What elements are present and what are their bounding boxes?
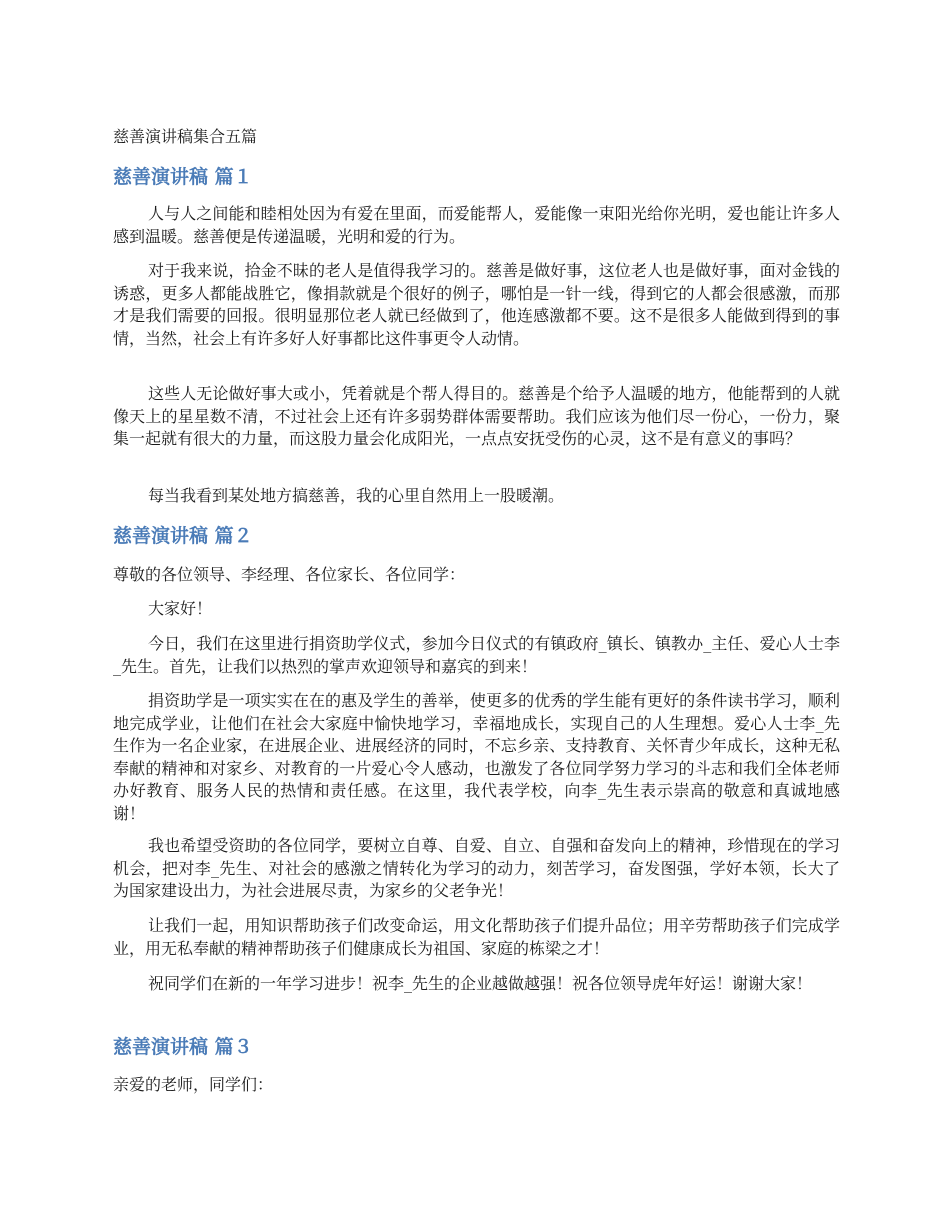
greeting: 大家好！ bbox=[148, 599, 213, 618]
salutation: 尊敬的各位领导、李经理、各位家长、各位同学： bbox=[113, 565, 466, 584]
paragraph: 捐资助学是一项实实在在的惠及学生的善举，使更多的优秀的学生能有更好的条件读书学习，顺利地完成学业，让他们在社会大家庭中愉快地学习，幸福地成长，实现自己的人生理想。爱心人士李_先生作为一名企业家，在进展企业、进展经济的同时，不忘乡亲、支持教育、关怀青少年成长，这种无私奉献的精神和对家乡、对教育的一片爱心令人感动，也激发了各位同学努力学习的斗志和我们全体老师办好教育、服务人民的热情和责任感。在这里，我代表学校，向李_先生表示崇高的敬意和真诚地感谢！ bbox=[113, 691, 840, 823]
section-heading-2: 慈善演讲稿 篇２ bbox=[113, 525, 253, 547]
section-heading-1: 慈善演讲稿 篇１ bbox=[113, 166, 253, 188]
paragraph: 人与人之间能和睦相处因为有爱在里面，而爱能帮人，爱能像一束阳光给你光明，爱也能让许多人感到温暖。慈善便是传递温暖，光明和爱的行为。 bbox=[113, 204, 840, 246]
paragraph: 今日，我们在这里进行捐资助学仪式，参加今日仪式的有镇政府_镇长、镇教办_主任、爱心人士李_先生。首先，让我们以热烈的掌声欢迎领导和嘉宾的到来！ bbox=[113, 634, 840, 676]
salutation: 亲爱的老师，同学们： bbox=[113, 1075, 274, 1094]
paragraph: 这些人无论做好事大或小，凭着就是个帮人得目的。慈善是个给予人温暖的地方，他能帮到的人就像天上的星星数不清，不过社会上还有许多弱势群体需要帮助。我们应该为他们尽一份心，一份力，聚集一起就有很大的力量，而这股力量会化成阳光，一点点安抚受伤的心灵，这不是有意义的事吗？ bbox=[113, 384, 840, 448]
section-heading-3: 慈善演讲稿 篇３ bbox=[113, 1036, 253, 1058]
paragraph: 我也希望受资助的各位同学，要树立自尊、自爱、自立、自强和奋发向上的精神，珍惜现在的学习机会，把对李_先生、对社会的感激之情转化为学习的动力，刻苦学习，奋发图强，学好本领，长大了为国家建设出力，为社会进展尽责，为家乡的父老争光！ bbox=[113, 836, 840, 900]
paragraph: 祝同学们在新的一年学习进步！祝李_先生的企业越做越强！祝各位领导虎年好运！谢谢大家！ bbox=[148, 974, 813, 993]
paragraph: 对于我来说，拾金不昧的老人是值得我学习的。慈善是做好事，这位老人也是做好事，面对金钱的诱惑，更多人都能战胜它，像捐款就是个很好的例子，哪怕是一针一线，得到它的人都会很感激，而那才是我们需要的回报。很明显那位老人就已经做到了，他连感激都不要。这不是很多人能做到得到的事情，当然，社会上有许多好人好事都比这件事更令人动情。 bbox=[113, 261, 840, 348]
paragraph: 让我们一起，用知识帮助孩子们改变命运，用文化帮助孩子们提升品位；用辛劳帮助孩子们完成学业，用无私奉献的精神帮助孩子们健康成长为祖国、家庭的栋梁之才！ bbox=[113, 916, 840, 958]
document-title: 慈善演讲稿集合五篇 bbox=[113, 127, 258, 146]
paragraph: 每当我看到某处地方搞慈善，我的心里自然用上一股暖潮。 bbox=[148, 486, 565, 505]
